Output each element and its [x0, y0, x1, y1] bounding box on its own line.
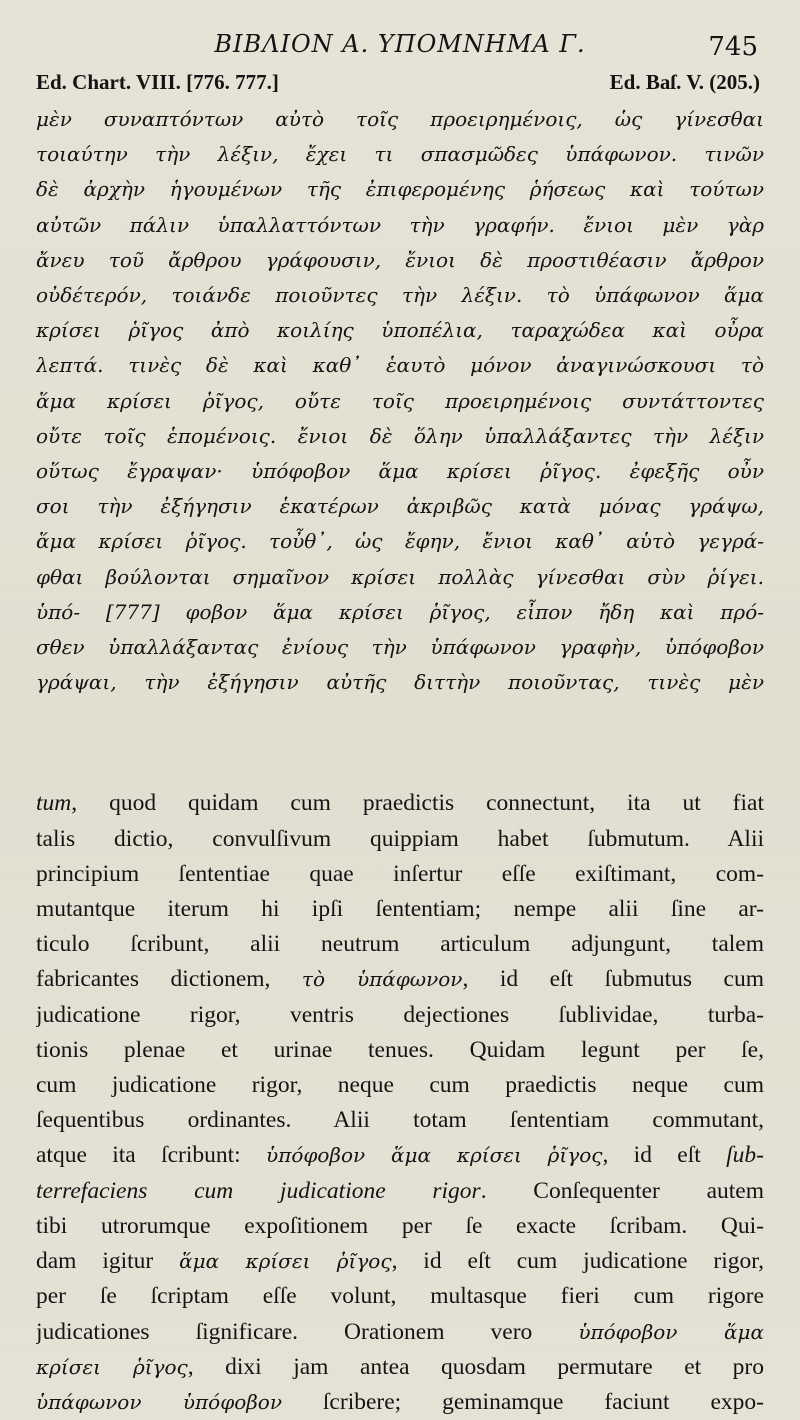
latin-segment: , id eſt [602, 1142, 727, 1169]
greek-text-line: δὲ ἀρχὴν ἡγουμένων τῆς ἐπιφερομένης ῥήσεως καὶ τούτων [36, 177, 764, 202]
greek-text-line: ἅμα κρίσει ῥῖγος, οὔτε τοῖς προειρημένοις συντάττοντες [36, 388, 764, 413]
italic-translation: ſub- [726, 1142, 764, 1169]
latin-segment: ticulo ſcribunt, alii neutrum articulum adjungunt, talem [36, 931, 764, 958]
latin-segment: judicatione rigor, ventris dejectiones ſublividae, turba- [36, 1001, 764, 1028]
latin-segment: , quod quidam cum praedictis connectunt, ita ut fiat [71, 790, 764, 817]
greek-quotation: τὸ ὑπάφωνον [301, 967, 463, 992]
latin-text-line [36, 1033, 764, 1068]
page-number: 745 [708, 32, 758, 62]
greek-quotation: κρίσει ῥῖγος [36, 1354, 188, 1379]
latin-segment: , id eſt cum judicatione rigor, [391, 1248, 764, 1275]
edition-reference-basel: Ed. Baſ. V. (205.) [609, 70, 760, 94]
bleed-through-area [36, 706, 764, 786]
greek-quotation: ἅμα κρίσει ῥῖγος [179, 1249, 392, 1274]
latin-text-block [36, 786, 764, 1420]
latin-segment: ſcribere; geminamque faciunt expo- [282, 1388, 764, 1415]
greek-text-line: ἄνευ τοῦ ἄρθρου γράφουσιν, ἔνιοι δὲ προστιθέασιν ἄρθρον [36, 247, 764, 272]
latin-segment: tibi utrorumque expoſitionem per ſe exacte ſcribam. Qui- [36, 1212, 764, 1239]
latin-text-line [36, 1385, 764, 1420]
greek-text-line: αὐτῶν πάλιν ὑπαλλαττόντων τὴν γραφήν. ἔνιοι μὲν γὰρ [36, 212, 764, 237]
latin-text-line [36, 1350, 764, 1385]
latin-segment: , dixi jam antea quosdam permutare et pro [187, 1353, 764, 1380]
latin-text-line [36, 1315, 764, 1350]
greek-text-line: σοι τὴν ἐξήγησιν ἑκατέρων ἀκριβῶς κατὰ μόνας γράψω, [36, 494, 764, 519]
greek-text-line: μὲν συναπτόντων αὐτὸ τοῖς προειρημένοις, ὡς γίνεσθαι [36, 107, 764, 131]
greek-text-line: κρίσει ῥῖγος ἀπὸ κοιλίης ὑποπέλια, ταραχώδεα καὶ οὖρα [36, 318, 764, 343]
latin-text-line [36, 1279, 764, 1314]
greek-text-line: ὑπό- [777] φοβον ἅμα κρίσει ῥῖγος, εἶπον ἤδη καὶ πρό- [36, 599, 764, 624]
latin-text-line [36, 962, 764, 997]
greek-text-line: οὕτως ἔγραψαν· ὑπόφοβον ἅμα κρίσει ῥῖγος. ἐφεξῆς οὖν [36, 459, 764, 484]
edition-reference-chart: Ed. Chart. VIII. [776. 777.] [36, 70, 279, 94]
latin-segment: dam igitur [36, 1248, 180, 1275]
italic-translation: terrefaciens cum judicatione rigor [36, 1177, 481, 1204]
latin-segment: principium ſententiae quae inſertur eſſe exiſtimant, com- [36, 860, 764, 887]
latin-text-line [36, 1103, 764, 1138]
latin-segment: , id eſt ſubmutus cum [462, 966, 764, 993]
greek-text-line: γράψαι, τὴν ἐξήγησιν αὐτῆς διττὴν ποιοῦντας, τινὲς μὲν [36, 670, 764, 695]
latin-segment: ſequentibus ordinantes. Alii totam ſententiam commutant, [36, 1107, 764, 1134]
edition-reference-line [36, 70, 764, 102]
greek-text-line: ἅμα κρίσει ῥῖγος. τοὖθ᾽, ὡς ἔφην, ἔνιοι καθ᾽ αὑτὸ γεγρά- [36, 529, 764, 554]
greek-text-line: λεπτά. τινὲς δὲ καὶ καθ᾽ ἑαυτὸ μόνον ἀναγινώσκουσι τὸ [36, 353, 764, 378]
latin-segment [36, 790, 764, 816]
italic-continuation-word: tum [36, 790, 72, 817]
greek-text-block [36, 102, 764, 700]
latin-text-line [36, 1138, 764, 1173]
latin-segment: per ſe ſcriptam eſſe volunt, multasque fieri cum rigore [36, 1283, 764, 1310]
greek-text-line: τοιαύτην τὴν λέξιν, ἔχει τι σπασμῶδες ὑπάφωνον. τινῶν [36, 142, 764, 167]
latin-text-line [36, 1174, 764, 1209]
latin-text-line [36, 927, 764, 962]
running-head [36, 24, 764, 70]
latin-segment: tionis plenae et urinae tenues. Quidam legunt per ſe, [36, 1036, 764, 1063]
latin-text-line [36, 892, 764, 927]
latin-segment: cum judicatione rigor, neque cum praedictis neque cum [36, 1072, 764, 1099]
latin-segment: fabricantes dictionem, [36, 966, 302, 993]
greek-quotation: ὑπόφοβον ἅμα κρίσει ῥῖγος [266, 1143, 603, 1168]
latin-text-line [36, 1068, 764, 1103]
latin-segment: talis dictio, convulſivum quippiam habet ſubmutum. Alii [36, 825, 764, 852]
latin-segment: atque ita ſcribunt: [36, 1142, 267, 1169]
latin-text-line [36, 786, 764, 821]
latin-segment: judicationes ſignificare. Orationem vero [36, 1318, 579, 1345]
latin-text-line [36, 998, 764, 1033]
latin-text-line [36, 1209, 764, 1244]
greek-text-line: φθαι βούλονται σημαῖνον κρίσει πολλὰς γίνεσθαι σὺν ῥίγει. [36, 564, 764, 589]
greek-text-line: οὔτε τοῖς ἑπομένοις. ἔνιοι δὲ ὅλην ὑπαλλάξαντες τὴν λέξιν [36, 423, 764, 448]
latin-segment: . Conſequenter autem [480, 1177, 764, 1204]
greek-text-line: οὐδέτερόν, τοιάνδε ποιοῦντες τὴν λέξιν. τὸ ὑπάφωνον ἅμα [36, 283, 764, 308]
greek-quotation: ὑπάφωνον ὑπόφοβον [36, 1389, 283, 1414]
latin-segment: mutantque iterum hi ipſi ſententiam; nempe alii ſine ar- [36, 896, 764, 923]
latin-text-line [36, 857, 764, 892]
running-title: ΒΙΒΛΙΟΝ Α. ΥΠΟΜΝΗΜΑ Γ. [214, 30, 586, 58]
greek-quotation: ὑπόφοβον ἅμα [578, 1319, 764, 1344]
greek-text-line: σθεν ὑπαλλάξαντας ἐνίους τὴν ὑπάφωνον γραφὴν, ὑπόφοβον [36, 635, 764, 660]
latin-text-line [36, 1244, 764, 1279]
latin-text-line [36, 822, 764, 857]
